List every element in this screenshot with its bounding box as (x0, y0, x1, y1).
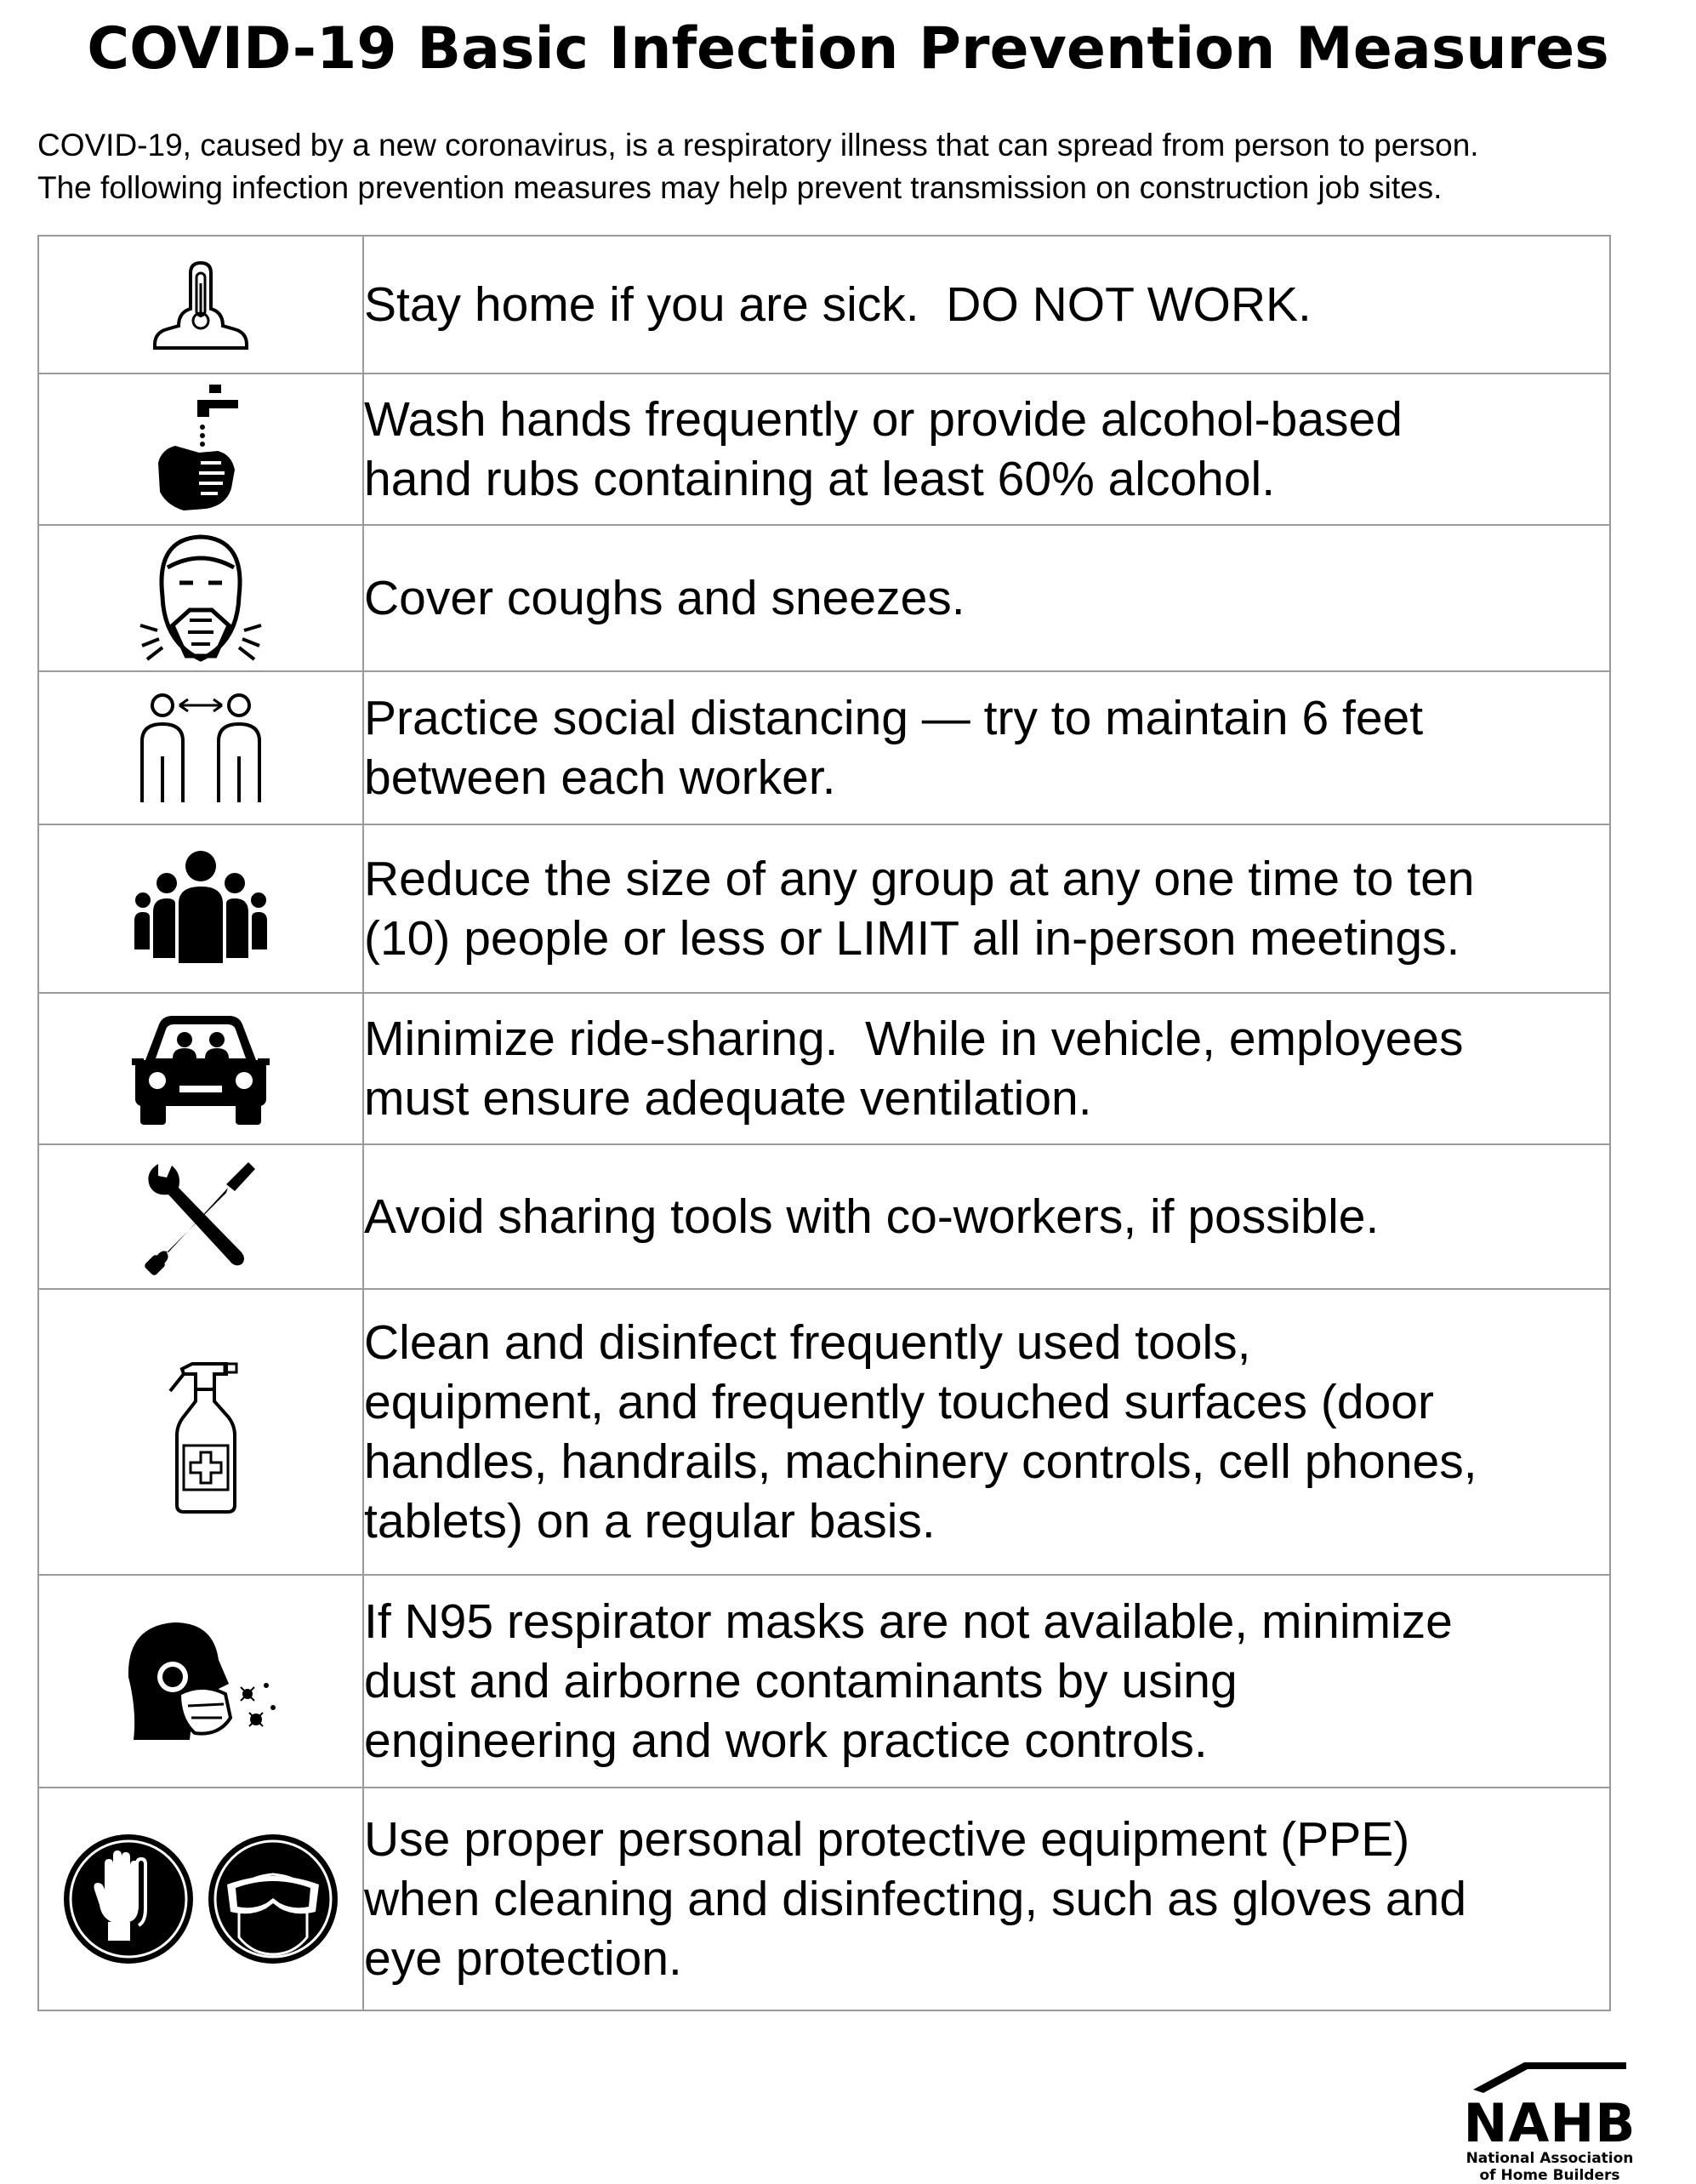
measure-text: Wash hands frequently or provide alcohol-based (364, 392, 1403, 447)
measure-text: If N95 respirator masks are not available, minimize (364, 1594, 1453, 1649)
table-row (38, 1575, 1610, 1788)
respirator-mask-icon (120, 1617, 282, 1745)
crossed-tools-icon (141, 1157, 260, 1276)
measures-table (37, 235, 1611, 2011)
table-row (38, 1144, 1610, 1289)
measure-text: Clean and disinfect frequently used tools, (364, 1315, 1251, 1370)
table-row (38, 525, 1610, 671)
table-row (38, 671, 1610, 824)
measure-text: must ensure adequate ventilation. (364, 1071, 1092, 1126)
intro-line: COVID-19, caused by a new coronavirus, is a respiratory illness that can spread from person to person. (37, 128, 1479, 163)
logo-subtitle: of Home Builders (1479, 2167, 1620, 2184)
table-row (38, 824, 1610, 993)
measure-text: tablets) on a regular basis. (364, 1494, 936, 1548)
logo-subtitle: National Association (1466, 2150, 1634, 2167)
measure-text: Use proper personal protective equipment (PPE) (364, 1812, 1410, 1867)
measure-text: dust and airborne contaminants by using (364, 1654, 1238, 1708)
measure-text: Avoid sharing tools with co-workers, if possible. (364, 1189, 1380, 1244)
table-row (38, 1788, 1610, 2010)
measure-text: Reduce the size of any group at any one time to ten (364, 852, 1475, 906)
logo-mark: NAHB (1463, 2092, 1636, 2154)
table-row (38, 374, 1610, 525)
measure-text: Stay home if you are sick. DO NOT WORK. (364, 277, 1312, 332)
table-row (38, 1289, 1610, 1575)
group-people-icon (133, 849, 269, 968)
measure-text: (10) people or less or LIMIT all in-person meetings. (364, 911, 1460, 966)
measure-text: between each worker. (364, 750, 836, 805)
measure-text: equipment, and frequently touched surfaces (door (364, 1375, 1434, 1429)
measure-text: hand rubs containing at least 60% alcohol. (364, 452, 1276, 506)
gloves-goggles-icon (60, 1827, 341, 1971)
measure-text: when cleaning and disinfecting, such as gloves and (364, 1872, 1467, 1926)
sneeze-mask-icon (137, 530, 265, 666)
measure-text: Cover coughs and sneezes. (364, 571, 965, 625)
house-roof-icon (1465, 2059, 1635, 2093)
nahb-logo (1456, 2059, 1643, 2184)
fever-thermometer-icon (150, 258, 252, 351)
car-passengers-icon (128, 1009, 273, 1128)
table-row (38, 236, 1610, 374)
table-row (38, 993, 1610, 1144)
page-title: COVID-19 Basic Infection Prevention Measures (87, 15, 1609, 83)
measure-text: eye protection. (364, 1931, 682, 1986)
hand-washing-icon (150, 381, 252, 517)
measure-text: Practice social distancing — try to maintain 6 feet (364, 691, 1424, 745)
measure-text: engineering and work practice controls. (364, 1714, 1208, 1768)
social-distancing-icon (137, 688, 265, 807)
spray-bottle-icon (158, 1347, 243, 1517)
intro-line: The following infection prevention measures may help prevent transmission on construction job sites. (37, 170, 1443, 205)
intro-paragraph (37, 124, 1670, 209)
measure-text: handles, handrails, machinery controls, cell phones, (364, 1434, 1477, 1489)
measure-text: Minimize ride-sharing. While in vehicle, employees (364, 1012, 1464, 1066)
